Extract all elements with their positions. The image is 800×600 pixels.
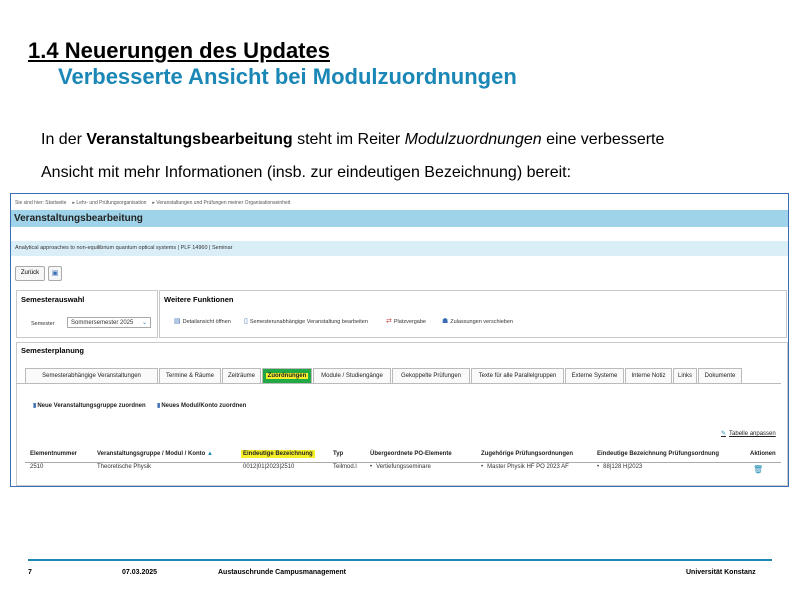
footer-divider bbox=[28, 559, 772, 561]
table-config-link[interactable] bbox=[721, 430, 776, 437]
para-suffix: eine verbesserte bbox=[541, 131, 665, 148]
swap-icon: ⇄ bbox=[386, 318, 392, 325]
col-bezeichnung-po[interactable]: Eindeutige Bezeichnung Prüfungsordnung bbox=[597, 451, 719, 457]
function-edit-independent[interactable] bbox=[244, 317, 368, 325]
book-icon: ▯ bbox=[244, 318, 248, 325]
trash-icon: 🗑 bbox=[753, 465, 764, 474]
document-icon[interactable]: ▣ bbox=[48, 266, 62, 281]
function-details[interactable] bbox=[174, 317, 231, 325]
cell-po-unique bbox=[597, 464, 642, 470]
tab-links[interactable]: Links bbox=[673, 368, 697, 383]
col-eindeutige-bezeichnung[interactable]: Eindeutige Bezeichnung bbox=[243, 451, 313, 457]
paragraph-line-2: Ansicht mit mehr Informationen (insb. zur eindeutigen Bezeichnung) bereit: bbox=[41, 164, 572, 181]
bullet-icon: • bbox=[481, 464, 484, 470]
slide-subheading: Verbesserte Ansicht bei Modulzuordnungen bbox=[58, 64, 517, 89]
col-typ[interactable]: Typ bbox=[333, 451, 344, 457]
cell-po bbox=[481, 464, 569, 470]
tab-zuordnungen-label: Zuordnungen bbox=[267, 373, 307, 379]
footer-org: Universität Konstanz bbox=[686, 569, 756, 576]
table-header bbox=[25, 446, 781, 463]
para-italic: Modulzuordnungen bbox=[404, 131, 542, 148]
cell-po-unique-text: 88|128 H|2023 bbox=[603, 464, 643, 470]
cell-po-text: Master Physik HF PO 2023 AF bbox=[487, 464, 569, 470]
tab-externe[interactable]: Externe Systeme bbox=[565, 368, 624, 383]
semester-select[interactable] bbox=[67, 317, 151, 328]
details-icon: ▤ bbox=[174, 318, 181, 325]
cell-type: Teilmod.l bbox=[333, 464, 357, 470]
planning-title: Semesterplanung bbox=[21, 346, 84, 355]
slide-heading: 1.4 Neuerungen des Updates bbox=[28, 38, 330, 63]
bullet-icon: • bbox=[370, 464, 373, 470]
cell-element: 2510 bbox=[30, 464, 44, 470]
tab-underline bbox=[16, 383, 781, 384]
add-group-button[interactable] bbox=[33, 402, 146, 409]
functions-panel bbox=[159, 290, 787, 338]
back-button[interactable]: Zurück bbox=[15, 266, 45, 281]
bullet-icon: • bbox=[597, 464, 600, 470]
tab-semesterabhaengige[interactable]: Semesterabhängige Veranstaltungen bbox=[25, 368, 158, 383]
col-pruefungsordnungen[interactable]: Zugehörige Prüfungsordnungen bbox=[481, 451, 573, 457]
add-module-label: Neues Modul/Konto zuordnen bbox=[161, 403, 247, 409]
cell-group: Theoretische Physik bbox=[97, 464, 152, 470]
footer-page: 7 bbox=[28, 569, 32, 576]
function-label: Detailansicht öffnen bbox=[182, 319, 231, 325]
add-document-icon: ▮ bbox=[33, 403, 37, 409]
app-title: Veranstaltungsbearbeitung bbox=[14, 213, 143, 224]
footer-date: 07.03.2025 bbox=[122, 569, 158, 576]
sort-asc-icon: ▲ bbox=[207, 451, 213, 457]
add-group-label: Neue Veranstaltungsgruppe zuordnen bbox=[37, 403, 146, 409]
tab-texte[interactable]: Texte für alle Parallelgruppen bbox=[471, 368, 564, 383]
course-info-bar bbox=[11, 241, 788, 256]
chevron-down-icon: ⌄ bbox=[141, 320, 147, 326]
function-move-admissions[interactable] bbox=[442, 317, 513, 325]
users-icon: ☗ bbox=[442, 318, 449, 325]
semester-value: Sommersemester 2025 bbox=[71, 320, 134, 326]
add-document-icon: ▮ bbox=[157, 403, 161, 409]
breadcrumb: Sie sind hier: Startseite ▸ Lehr- und Prüfungsorganisation ▸ Veranstaltungen und Prüfungen meiner Organisationseinheit bbox=[15, 200, 291, 206]
col-aktionen: Aktionen bbox=[750, 451, 776, 457]
tab-module[interactable]: Module / Studiengänge bbox=[313, 368, 391, 383]
semester-panel bbox=[16, 290, 158, 338]
para-bold: Veranstaltungsbearbeitung bbox=[86, 131, 293, 148]
cell-unique: 0012|01|2023|2510 bbox=[243, 464, 295, 470]
tab-notiz[interactable]: Interne Notiz bbox=[625, 368, 672, 383]
tab-bar bbox=[16, 368, 776, 384]
semester-label: Semester bbox=[31, 321, 55, 327]
pencil-icon: ✎ bbox=[721, 431, 727, 437]
tab-zuordnungen[interactable] bbox=[262, 368, 312, 383]
para-prefix: In der bbox=[41, 131, 87, 148]
add-module-button[interactable] bbox=[157, 402, 246, 409]
delete-button[interactable] bbox=[753, 465, 763, 474]
tab-zeitraeume[interactable]: Zeiträume bbox=[222, 368, 261, 383]
col-po-elemente[interactable]: Übergeordnete PO-Elemente bbox=[370, 451, 452, 457]
title-bar bbox=[11, 210, 788, 227]
embedded-screenshot bbox=[10, 193, 789, 487]
footer-event: Austauschrunde Campusmanagement bbox=[218, 569, 346, 576]
tab-dokumente[interactable]: Dokumente bbox=[698, 368, 742, 383]
breadcrumb-item[interactable]: Veranstaltungen und Prüfungen meiner Organisationseinheit bbox=[156, 200, 291, 206]
table-config-label: Tabelle anpassen bbox=[729, 431, 776, 437]
function-label: Zulassungen verschieben bbox=[450, 319, 513, 325]
col-gruppe[interactable] bbox=[97, 451, 213, 457]
cell-po-element-text: Vertiefungsseminare bbox=[376, 464, 431, 470]
function-label: Semesterunabhängige Veranstaltung bearbeiten bbox=[249, 319, 368, 325]
breadcrumb-item[interactable]: Lehr- und Prüfungsorganisation bbox=[76, 200, 147, 206]
para-mid: steht im Reiter bbox=[292, 131, 405, 148]
col-gruppe-label: Veranstaltungsgruppe / Modul / Konto bbox=[97, 451, 206, 457]
function-label: Platzvergabe bbox=[393, 319, 426, 325]
col-elementnummer[interactable]: Elementnummer bbox=[30, 451, 78, 457]
semester-panel-title: Semesterauswahl bbox=[21, 295, 85, 304]
paragraph-line-1 bbox=[41, 131, 664, 149]
course-info: Analytical approaches to non-equilibrium quantum optical systems | PLF 14960 | Seminar bbox=[15, 245, 233, 251]
functions-title: Weitere Funktionen bbox=[164, 295, 234, 304]
breadcrumb-item[interactable]: Sie sind hier: Startseite bbox=[15, 200, 67, 206]
cell-po-element bbox=[370, 464, 431, 470]
tab-termine[interactable]: Termine & Räume bbox=[159, 368, 221, 383]
function-platzvergabe[interactable] bbox=[386, 317, 426, 325]
tab-gekoppelte[interactable]: Gekoppelte Prüfungen bbox=[392, 368, 470, 383]
